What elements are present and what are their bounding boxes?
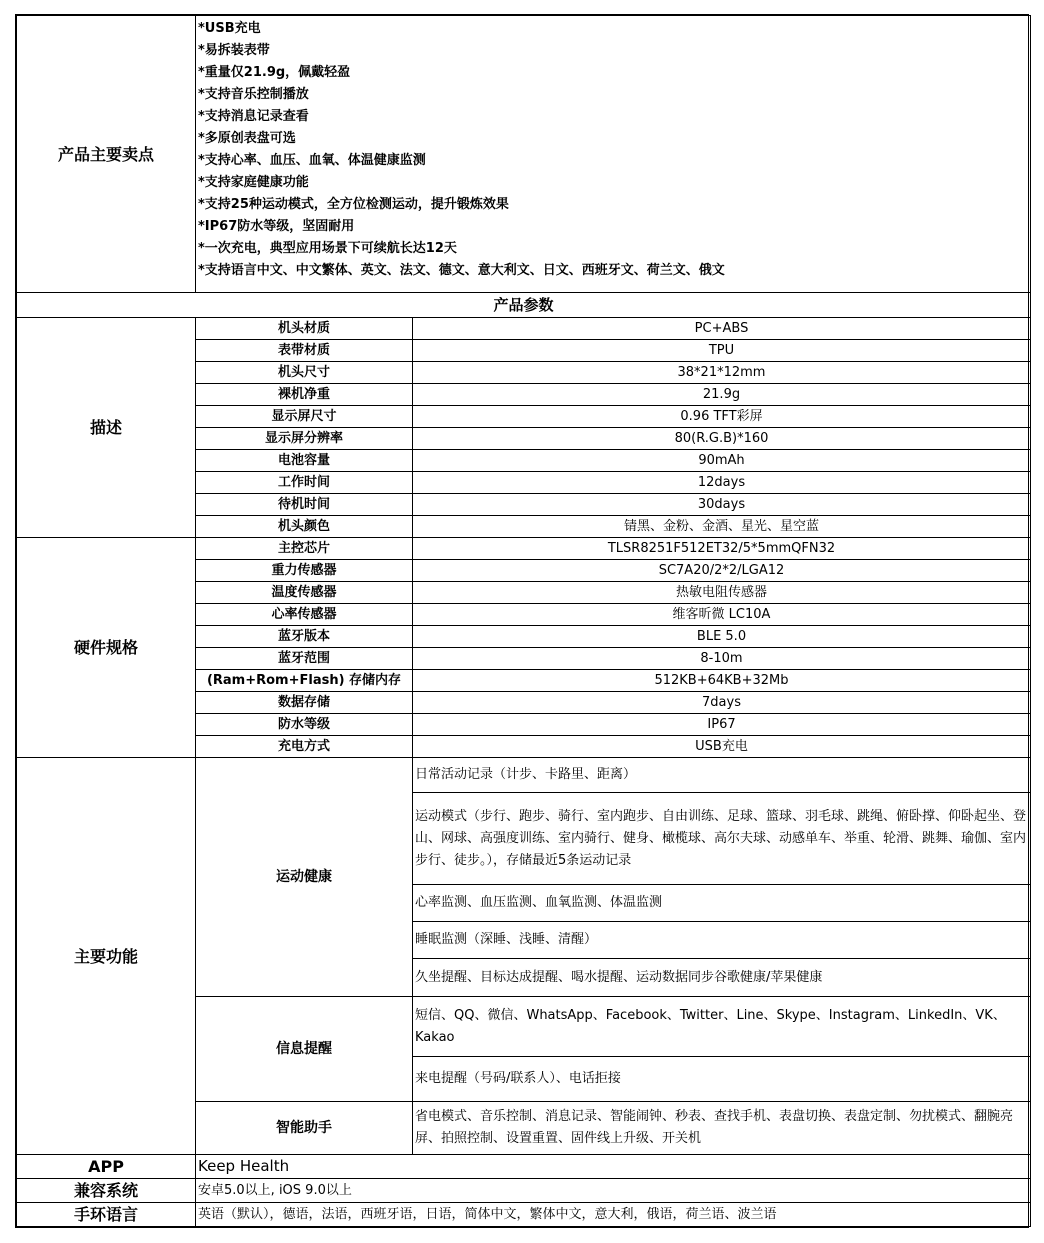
compat-value: 安卓5.0以上, iOS 9.0以上: [196, 1179, 1031, 1203]
spec-value: 80(R.G.B)*160: [413, 428, 1031, 450]
function-group-notifications: 信息提醒: [196, 997, 413, 1102]
function-item: 短信、QQ、微信、WhatsApp、Facebook、Twitter、Line、Skype、Instagram、LinkedIn、VK、Kakao: [413, 997, 1031, 1057]
spec-value: USB充电: [413, 736, 1031, 758]
spec-name: 蓝牙范围: [196, 648, 413, 670]
function-item: 久坐提醒、目标达成提醒、喝水提醒、运动数据同步谷歌健康/苹果健康: [413, 959, 1031, 997]
function-item: 睡眠监测（深睡、浅睡、清醒）: [413, 922, 1031, 959]
spec-value: TLSR8251F512ET32/5*5mmQFN32: [413, 538, 1031, 560]
spec-value: 锖黑、金粉、金酒、星光、星空蓝: [413, 516, 1031, 538]
selling-point: *支持家庭健康功能: [198, 175, 309, 190]
function-item: 省电模式、音乐控制、消息记录、智能闹钟、秒表、查找手机、表盘切换、表盘定制、勿扰模式、翻腕亮屏、拍照控制、设置重置、固件线上升级、开关机: [413, 1102, 1031, 1155]
spec-value: 8-10m: [413, 648, 1031, 670]
selling-point: *一次充电，典型应用场景下可续航长达12天: [198, 241, 457, 256]
spec-value: BLE 5.0: [413, 626, 1031, 648]
spec-value: 0.96 TFT彩屏: [413, 406, 1031, 428]
spec-name: 显示屏尺寸: [196, 406, 413, 428]
spec-value: IP67: [413, 714, 1031, 736]
spec-name: 心率传感器: [196, 604, 413, 626]
compat-label: 兼容系统: [17, 1179, 196, 1203]
spec-name: 机头材质: [196, 318, 413, 340]
selling-point: *支持语言中文、中文繁体、英文、法文、德文、意大利文、日文、西班牙文、荷兰文、俄文: [198, 263, 725, 278]
spec-name: 裸机净重: [196, 384, 413, 406]
app-label: APP: [17, 1155, 196, 1179]
spec-value: 维客昕微 LC10A: [413, 604, 1031, 626]
function-item: 日常活动记录（计步、卡路里、距离）: [413, 758, 1031, 793]
spec-name: 显示屏分辨率: [196, 428, 413, 450]
spec-name: 待机时间: [196, 494, 413, 516]
spec-value: 30days: [413, 494, 1031, 516]
hardware-label: 硬件规格: [17, 538, 196, 758]
spec-name: 机头颜色: [196, 516, 413, 538]
spec-value: 38*21*12mm: [413, 362, 1031, 384]
params-title: 产品参数: [17, 293, 1031, 318]
spec-name: (Ram+Rom+Flash) 存储内存: [196, 670, 413, 692]
function-item: 运动模式（步行、跑步、骑行、室内跑步、自由训练、足球、篮球、羽毛球、跳绳、俯卧撑、仰卧起坐、登山、网球、高强度训练、室内骑行、健身、橄榄球、高尔夫球、动感单车、举重、轮滑、跳舞、瑜伽、室内步行、徒步。），存储最近5条运动记录: [413, 793, 1031, 885]
spec-value: PC+ABS: [413, 318, 1031, 340]
selling-point: *USB充电: [198, 21, 261, 36]
selling-point: *支持心率、血压、血氧、体温健康监测: [198, 153, 426, 168]
spec-name: 表带材质: [196, 340, 413, 362]
spec-name: 防水等级: [196, 714, 413, 736]
function-group-sports: 运动健康: [196, 758, 413, 997]
spec-table: [16, 15, 1031, 1227]
selling-point: *重量仅21.9g，佩戴轻盈: [198, 65, 351, 80]
spec-name: 温度传感器: [196, 582, 413, 604]
description-label: 描述: [17, 318, 196, 538]
spec-name: 数据存储: [196, 692, 413, 714]
spec-value: 7days: [413, 692, 1031, 714]
selling-point: *IP67防水等级，坚固耐用: [198, 219, 355, 234]
function-item: 来电提醒（号码/联系人）、电话拒接: [413, 1057, 1031, 1102]
spec-name: 电池容量: [196, 450, 413, 472]
selling-point: *易拆装表带: [198, 43, 270, 58]
spec-name: 重力传感器: [196, 560, 413, 582]
language-label: 手环语言: [17, 1203, 196, 1227]
spec-name: 蓝牙版本: [196, 626, 413, 648]
selling-point: *支持消息记录查看: [198, 109, 309, 124]
app-value: Keep Health: [196, 1155, 1031, 1179]
spec-value: 21.9g: [413, 384, 1031, 406]
spec-value: 90mAh: [413, 450, 1031, 472]
function-group-assistant: 智能助手: [196, 1102, 413, 1155]
language-value: 英语（默认），德语，法语，西班牙语，日语，简体中文，繁体中文，意大利，俄语，荷兰语、波兰语: [196, 1203, 1031, 1227]
selling-point: *支持音乐控制播放: [198, 87, 309, 102]
spec-sheet: [15, 14, 1029, 1228]
spec-value: 512KB+64KB+32Mb: [413, 670, 1031, 692]
spec-value: 12days: [413, 472, 1031, 494]
spec-name: 机头尺寸: [196, 362, 413, 384]
spec-value: SC7A20/2*2/LGA12: [413, 560, 1031, 582]
selling-point: *多原创表盘可选: [198, 131, 296, 146]
spec-value: 热敏电阻传感器: [413, 582, 1031, 604]
selling-point: *支持25种运动模式，全方位检测运动，提升锻炼效果: [198, 197, 509, 212]
function-item: 心率监测、血压监测、血氧监测、体温监测: [413, 885, 1031, 922]
spec-name: 主控芯片: [196, 538, 413, 560]
spec-value: TPU: [413, 340, 1031, 362]
spec-name: 充电方式: [196, 736, 413, 758]
selling-points-label: 产品主要卖点: [17, 16, 196, 293]
spec-name: 工作时间: [196, 472, 413, 494]
selling-points-list: [196, 16, 1031, 293]
functions-label: 主要功能: [17, 758, 196, 1155]
